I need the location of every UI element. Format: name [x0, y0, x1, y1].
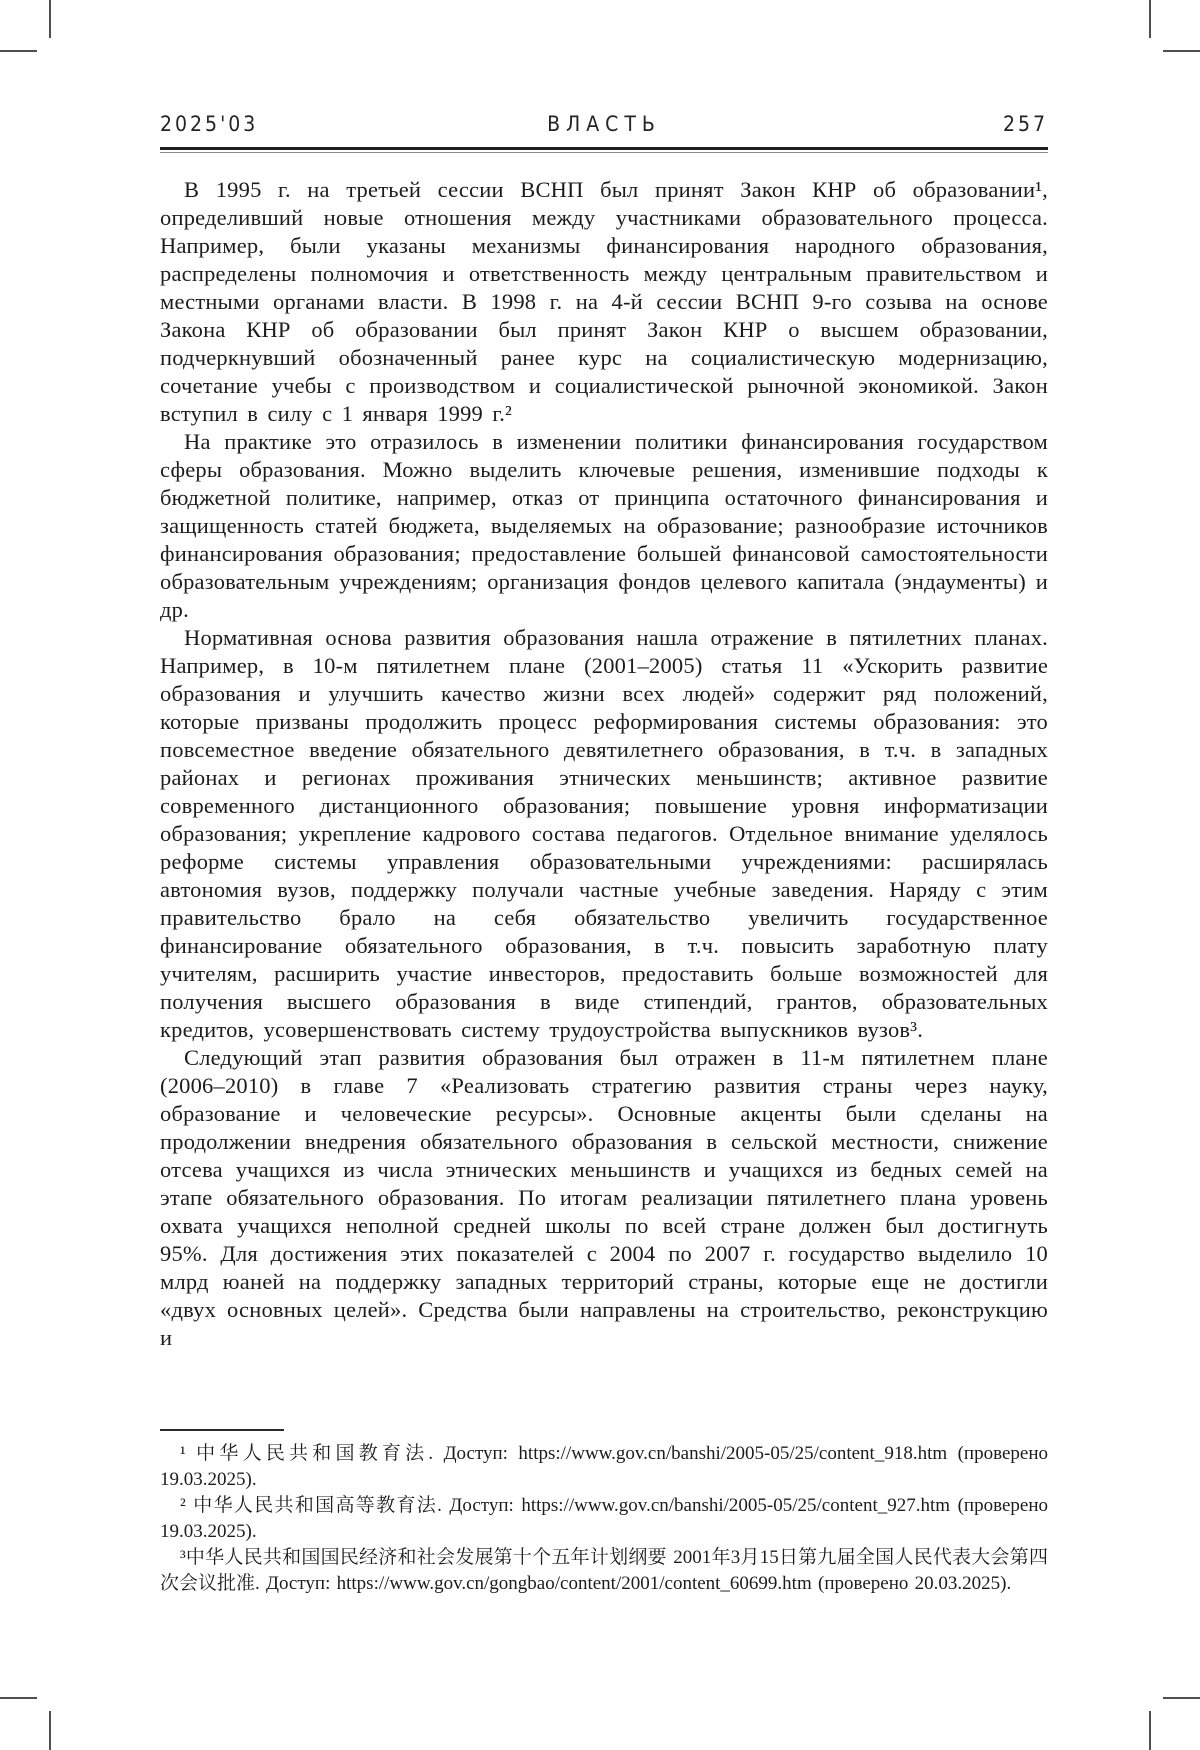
body-paragraph: Следующий этап развития образования был отражен в 11-м пятилетнем плане (2006–2010) в главе 7 «Реализовать стратегию развития страны через науку, образование и человеческие ресурсы». Основные акценты были сделаны на продолжении внедрения обязательного образования в сельской местности, снижение отсева учащихся из числа этнических меньшинств и учащихся из бедных семей на этапе обязательного образования. По итогам реализации пятилетнего плана уровень охвата учащихся неполной средней школы по всей стране должен был достигнуть 95%. Для достижения этих показателей с 2004 по 2007 г. государство выделило 10 млрд юаней на поддержку западных территорий страны, которые еще не достигли «двух основных целей». Средства были направлены на строительство, реконструкцию и: [160, 1045, 1048, 1350]
body-paragraph: Нормативная основа развития образования нашла отражение в пятилетних планах. Например, в 10-м пятилетнем плане (2001–2005) статья 11 «Ускорить развитие образования и улучшить качество жизни всех людей» содержит ряд положений, которые призваны продолжить процесс реформирования системы образования: это повсеместное введение обязательного девятилетнего образования, в т.ч. в западных районах и регионах проживания этнических меньшинств; активное развитие современного дистанционного образования; повышение уровня информатизации образования; укрепление кадрового состава педагогов. Отдельное внимание уделялось реформе системы управления образовательными учреждениями: расширялась автономия вузов, поддержку получали частные учебные заведения. Наряду с этим правительство брало на себя обязательство увеличить государственное финансирование обязательного образования, в т.ч. повысить заработную плату учителям, расширить участие инвесторов, предоставить больше возможностей для получения высшего образования в виде стипендий, грантов, образовательных кредитов, усовершенствовать систему трудоустройства выпускников вузов³.: [160, 625, 1048, 1042]
crop-mark-bottom-left-vertical: [49, 1711, 51, 1750]
header-rule-thin-line: [160, 152, 1048, 153]
page-number: 257: [1002, 112, 1048, 136]
header-rule: [160, 147, 1048, 153]
footnote: ¹ 中华人民共和国教育法. Доступ: https://www.gov.cn/banshi/2005-05/25/content_918.htm (проверено 19.03.2025).: [160, 1443, 1048, 1490]
crop-mark-top-left-vertical: [49, 0, 51, 38]
footnote-separator: [160, 1429, 284, 1431]
journal-title: ВЛАСТЬ: [547, 112, 661, 136]
crop-mark-bottom-left-horizontal: [0, 1697, 37, 1699]
crop-mark-top-right-vertical: [1149, 0, 1151, 38]
crop-mark-top-left-horizontal: [0, 50, 37, 52]
crop-mark-bottom-right-horizontal: [1163, 1697, 1200, 1699]
article-body: [160, 176, 1048, 1352]
crop-mark-top-right-horizontal: [1163, 50, 1200, 52]
body-paragraph: На практике это отразилось в изменении политики финансирования государством сферы образования. Можно выделить ключевые решения, изменившие подходы к бюджетной политике, например, отказ от принципа остаточного финансирования и защищенность статей бюджета, выделяемых на образование; разнообразие источников финансирования образования; предоставление большей финансовой самостоятельности образовательным учреждениям; организация фондов целевого капитала (эндаументы) и др.: [160, 429, 1048, 622]
body-paragraph: В 1995 г. на третьей сессии ВСНП был принят Закон КНР об образовании¹, определивший новые отношения между участниками образовательного процесса. Например, были указаны механизмы финансирования народного образования, распределены полномочия и ответственность между центральным правительством и местными органами власти. В 1998 г. на 4-й сессии ВСНП 9-го созыва на основе Закона КНР об образовании был принят Закон КНР о высшем образовании, подчеркнувший обозначенный ранее курс на социалистическую модернизацию, сочетание учебы с производством и социалистической рыночной экономикой. Закон вступил в силу с 1 января 1999 г.²: [160, 177, 1048, 426]
issue-label: 2025'03: [160, 112, 259, 136]
running-head: [160, 112, 1048, 136]
header-rule-thick-line: [160, 147, 1048, 150]
footnote: ² 中华人民共和国高等教育法. Доступ: https://www.gov.cn/banshi/2005-05/25/content_927.htm (проверено 19.03.2025).: [160, 1495, 1048, 1542]
footnotes: [160, 1441, 1048, 1597]
footnote: ³中华人民共和国国民经济和社会发展第十个五年计划纲要 2001年3月15日第九届全国人民代表大会第四次会议批准. Доступ: https://www.gov.cn/gongbao/content/2001/content_60699.htm (проверено 20.03.2025).: [160, 1547, 1048, 1594]
crop-mark-bottom-right-vertical: [1149, 1711, 1151, 1750]
